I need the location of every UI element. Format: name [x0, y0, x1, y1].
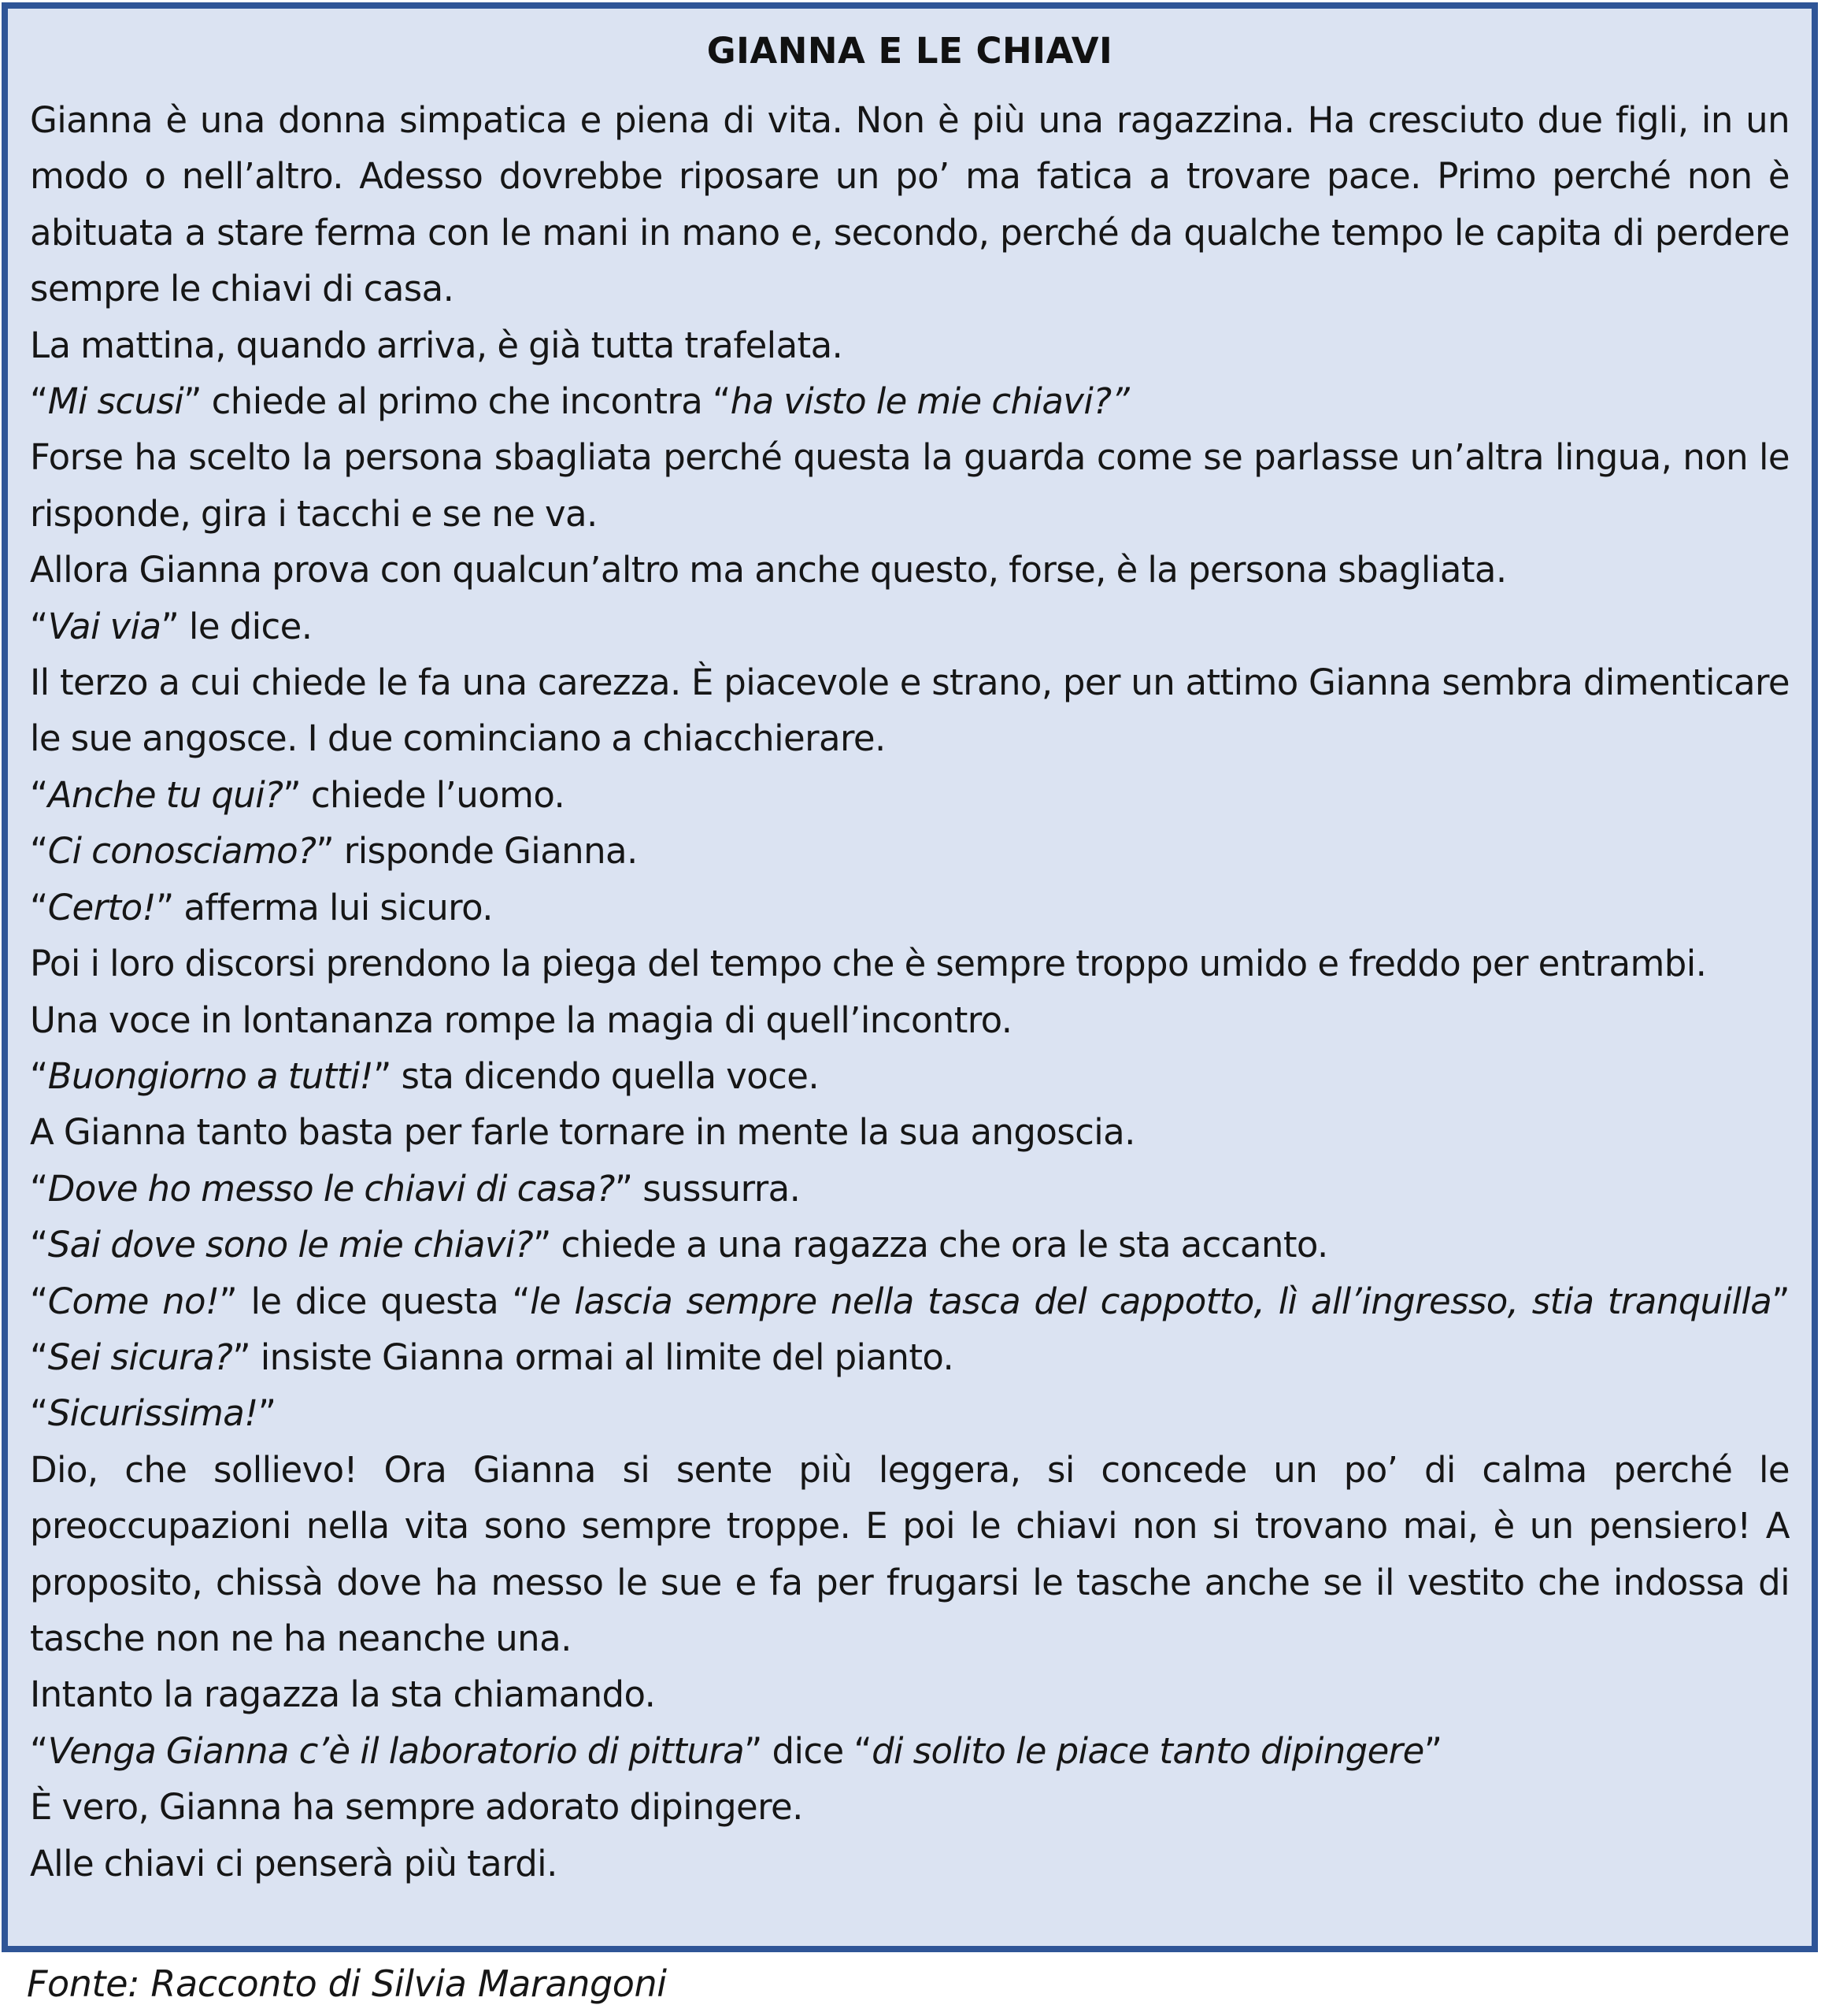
text-run: “ — [30, 1392, 48, 1435]
story-paragraph — [30, 1779, 1790, 1835]
text-run: “ — [30, 1729, 48, 1772]
story-text — [30, 92, 1790, 1892]
story-paragraph — [30, 992, 1790, 1048]
story-paragraph — [30, 1217, 1790, 1273]
story-paragraph — [30, 823, 1790, 879]
text-run: ” dice “ — [744, 1729, 872, 1772]
text-run: “ — [30, 1280, 48, 1322]
text-run: ” afferma lui sicuro. — [155, 886, 493, 928]
story-paragraph — [30, 1104, 1790, 1160]
story-paragraph — [30, 429, 1790, 542]
story-paragraph — [30, 1836, 1790, 1892]
story-paragraph — [30, 1385, 1790, 1441]
dialogue-italic-run: Ci conosciamo? — [47, 830, 317, 873]
story-paragraph — [30, 542, 1790, 598]
story-paragraph — [30, 92, 1790, 317]
text-run: ” chiede a una ragazza che ora le sta accanto. — [533, 1224, 1328, 1266]
text-run: Il terzo a cui chiede le fa una carezza. È piacevole e strano, per un attimo Gianna sembra dimenticare le sue angosce. I due cominciano a chiacchierare. — [30, 662, 1790, 760]
text-run: Intanto la ragazza la sta chiamando. — [30, 1673, 656, 1716]
text-run: “ — [30, 1054, 48, 1097]
dialogue-italic-run: Anche tu qui? — [47, 773, 283, 816]
dialogue-italic-run: Venga Gianna c’è il laboratorio di pittura — [47, 1729, 745, 1772]
dialogue-italic-run: Dove ho messo le chiavi di casa? — [47, 1167, 615, 1210]
text-run: ” chiede l’uomo. — [283, 773, 565, 816]
source-credit: Fonte: Racconto di Silvia Marangoni — [27, 1962, 667, 2005]
dialogue-italic-run: Sicurissima! — [47, 1392, 258, 1435]
text-run: È vero, Gianna ha sempre adorato dipingere. — [30, 1786, 803, 1829]
text-run: “ — [30, 886, 48, 928]
story-paragraph — [30, 880, 1790, 936]
text-run: ” risponde Gianna. — [316, 830, 638, 873]
dialogue-italic-run: le lascia sempre nella tasca del cappotto, lì all’ingresso, stia tranquilla — [530, 1280, 1772, 1322]
text-run: La mattina, quando arriva, è già tutta trafelata. — [30, 324, 843, 366]
text-run: Gianna è una donna simpatica e piena di vita. Non è più una ragazzina. Ha cresciuto due figli, in un modo o nell’altro. Adesso dovrebbe riposare un po’ ma fatica a trovare pace. Primo perché non è abituata a stare ferma con le mani in mano e, secondo, perché da qualche tempo le capita di perdere sempre le chiavi di casa. — [30, 99, 1790, 310]
text-run: “ — [30, 605, 48, 647]
text-run: ” chiede al primo che incontra “ — [183, 380, 731, 423]
dialogue-italic-run: Buongiorno a tutti! — [47, 1054, 374, 1097]
text-run: ” — [257, 1392, 276, 1435]
text-run: “ — [30, 1224, 48, 1266]
text-run: ” le dice questa “ — [219, 1280, 531, 1322]
story-title: GIANNA E LE CHIAVI — [706, 30, 1113, 72]
text-run: Allora Gianna prova con qualcun’altro ma anche questo, forse, è la persona sbagliata. — [30, 549, 1507, 591]
text-run: ” — [1423, 1729, 1442, 1772]
dialogue-italic-run: Certo! — [47, 886, 156, 928]
story-paragraph — [30, 598, 1790, 654]
dialogue-italic-run: ha visto le mie chiavi?” — [730, 380, 1130, 423]
story-paragraph — [30, 1442, 1790, 1667]
text-run: ” insiste Gianna ormai al limite del pianto. — [232, 1336, 954, 1378]
text-run: Alle chiavi ci penserà più tardi. — [30, 1842, 557, 1884]
text-run: “ — [30, 830, 48, 873]
story-paragraph — [30, 1048, 1790, 1104]
text-run: ” sta dicendo quella voce. — [373, 1054, 820, 1097]
story-paragraph — [30, 936, 1790, 991]
text-run: Poi i loro discorsi prendono la piega del tempo che è sempre troppo umido e freddo per entrambi. — [30, 943, 1707, 985]
story-paragraph — [30, 1161, 1790, 1217]
text-run: Forse ha scelto la persona sbagliata perché questa la guarda come se parlasse un’altra lingua, non le risponde, gira i tacchi e se ne va. — [30, 436, 1790, 535]
text-run: Dio, che sollievo! Ora Gianna si sente più leggera, si concede un po’ di calma perché le preoccupazioni nella vita sono sempre troppe. E poi le chiavi non si trovano mai, è un pensiero! A proposito, chissà dove ha messo le sue e fa per frugarsi le tasche anche se il vestito che indossa di tasche non ne ha neanche una. — [30, 1448, 1790, 1659]
dialogue-italic-run: Mi scusi — [47, 380, 184, 423]
story-paragraph — [30, 767, 1790, 823]
text-run: ” sussurra. — [614, 1167, 801, 1210]
text-run: “ — [30, 1167, 48, 1210]
story-paragraph — [30, 1723, 1790, 1779]
dialogue-italic-run: Sei sicura? — [47, 1336, 233, 1378]
text-run: “ — [30, 380, 48, 423]
dialogue-italic-run: di solito le piace tanto dipingere — [872, 1729, 1424, 1772]
dialogue-italic-run: Come no! — [47, 1280, 220, 1322]
text-run: ” “ — [30, 1280, 1790, 1378]
dialogue-italic-run: Sai dove sono le mie chiavi? — [47, 1224, 534, 1266]
text-run: ” le dice. — [161, 605, 313, 647]
story-paragraph — [30, 654, 1790, 767]
story-paragraph — [30, 1666, 1790, 1722]
text-run: Una voce in lontananza rompe la magia di quell’incontro. — [30, 999, 1012, 1041]
story-paragraph — [30, 317, 1790, 373]
story-paragraph — [30, 1273, 1790, 1386]
text-run: “ — [30, 773, 48, 816]
text-run: A Gianna tanto basta per farle tornare in mente la sua angoscia. — [30, 1111, 1135, 1154]
dialogue-italic-run: Vai via — [47, 605, 161, 647]
story-box — [2, 2, 1818, 1952]
story-paragraph — [30, 373, 1790, 429]
